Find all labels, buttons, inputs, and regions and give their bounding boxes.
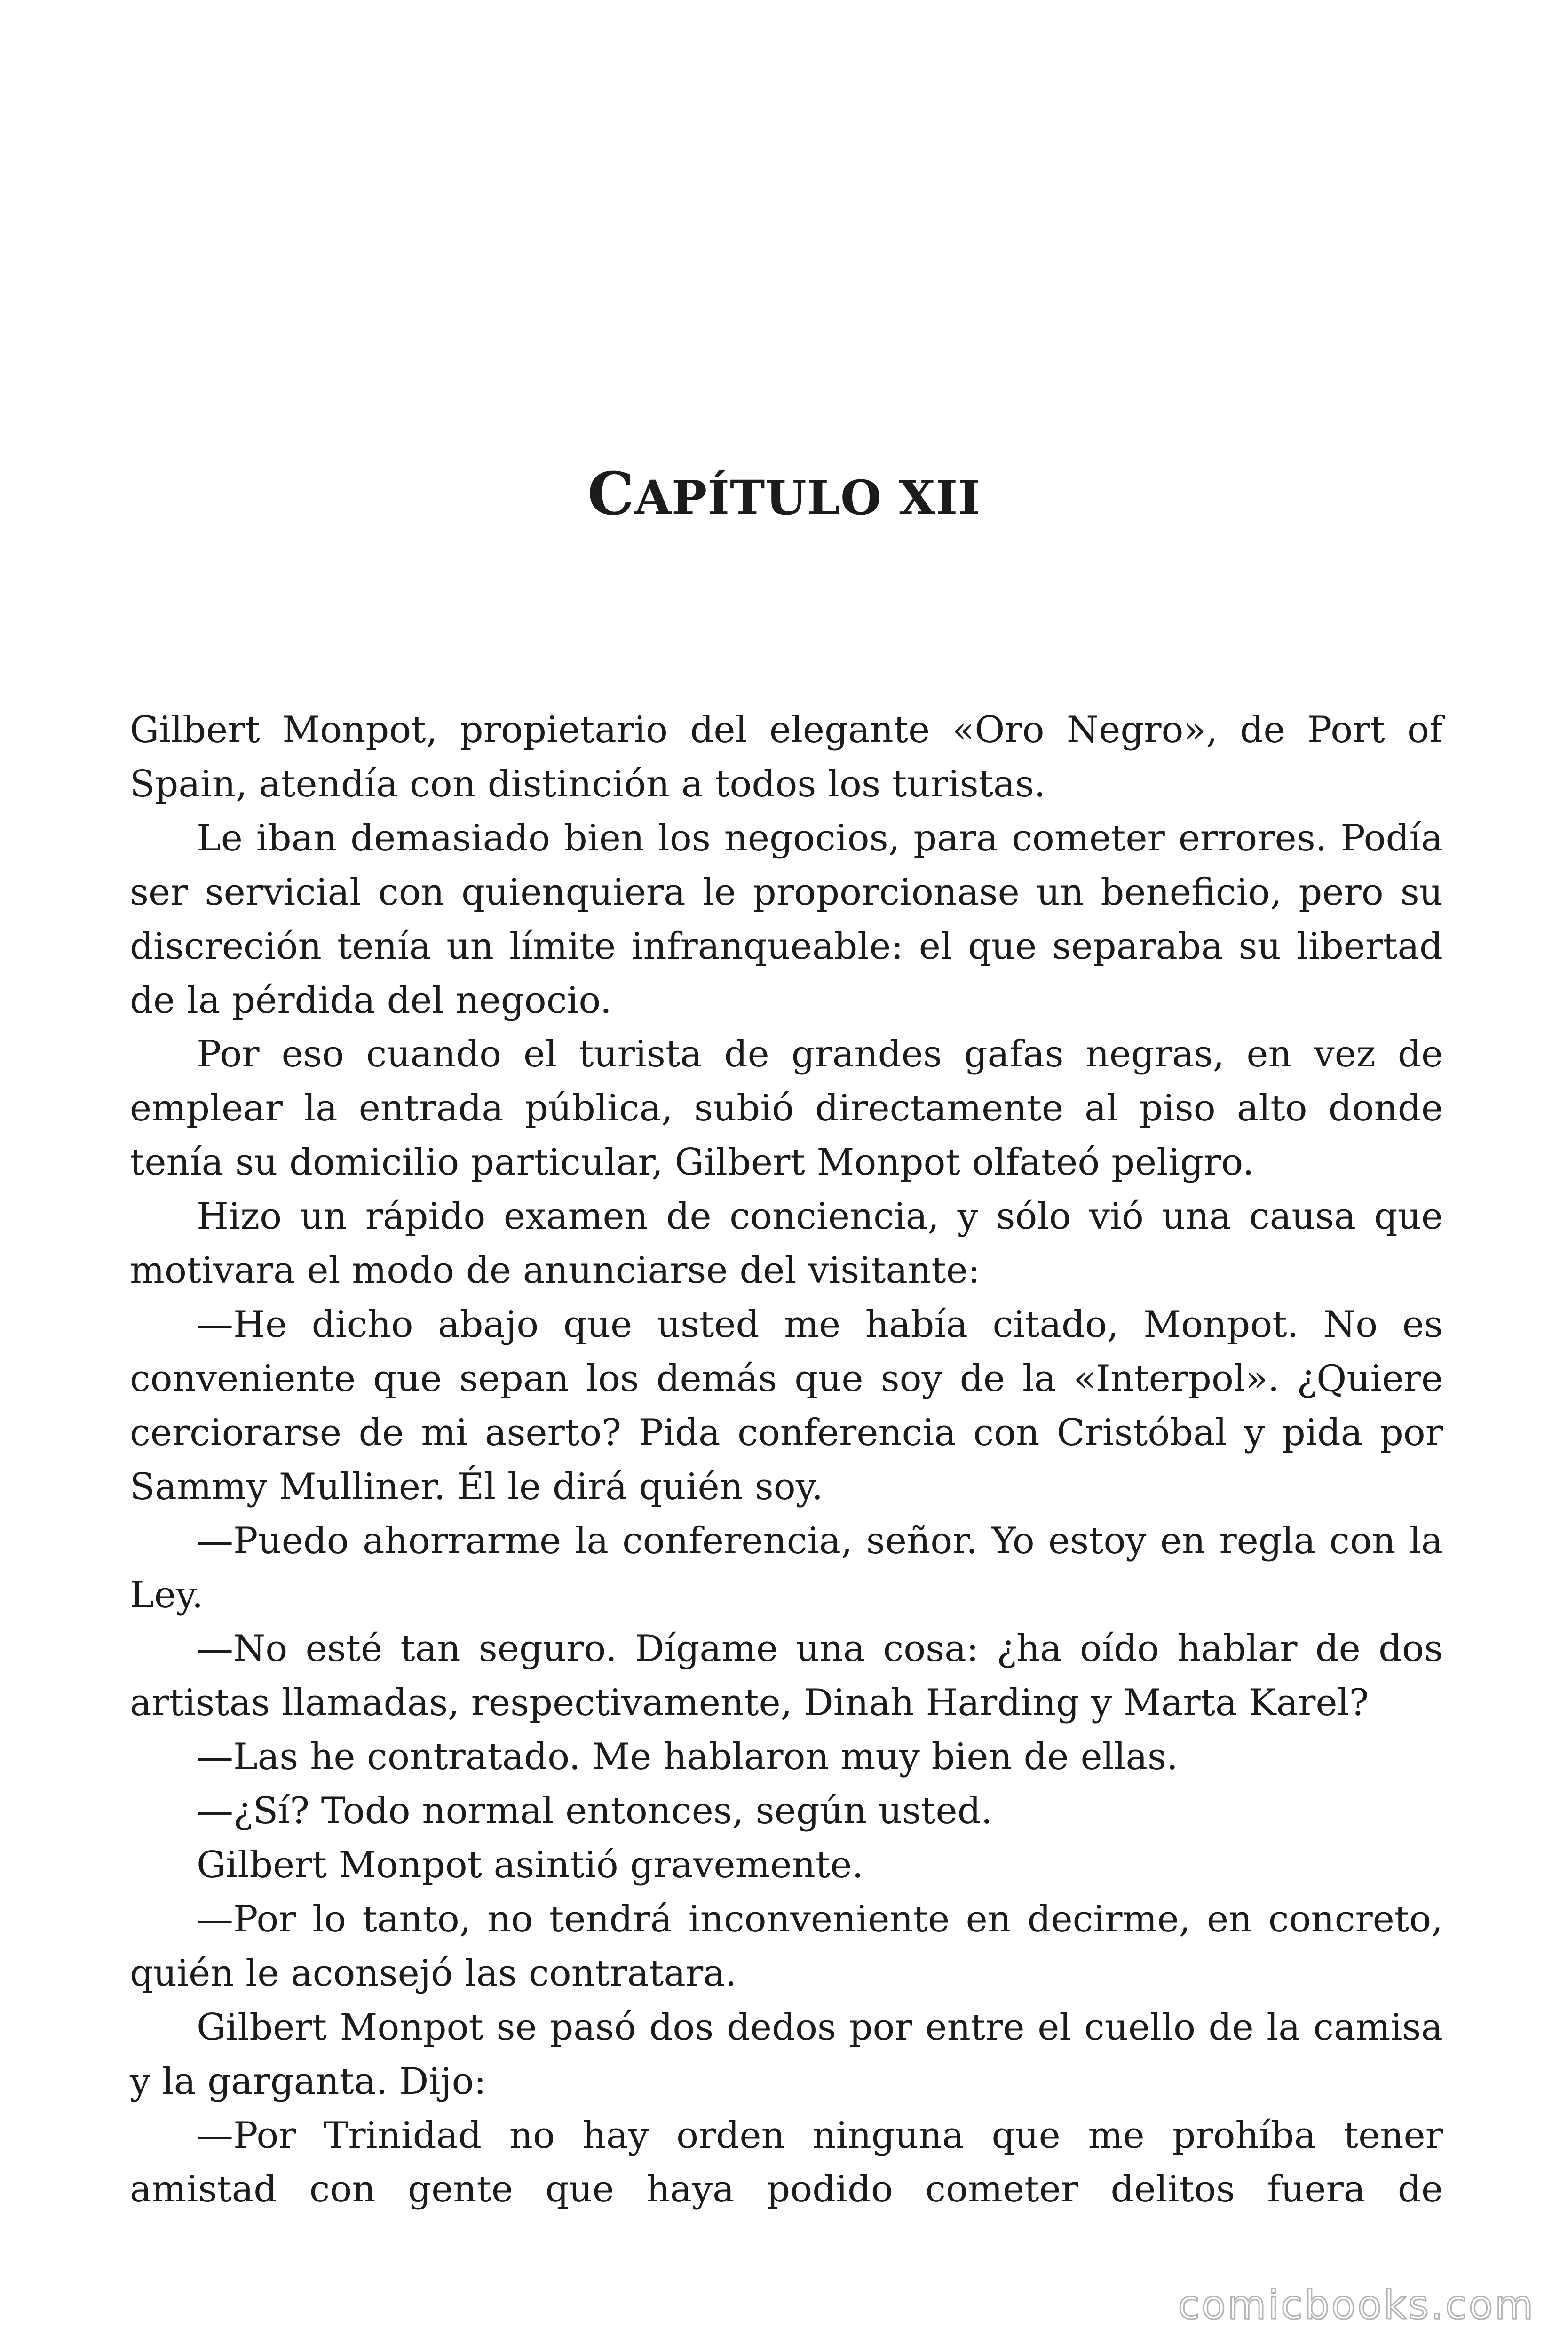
- chapter-title-initial: C: [587, 460, 635, 528]
- paragraph: —No esté tan seguro. Dígame una cosa: ¿ha oído hablar de dos artistas llamadas, respectivamente, Dinah Harding y Marta Karel?: [130, 1628, 1443, 1724]
- paragraph: —Por Trinidad no hay orden ninguna que me prohíba tener amistad con gente que haya podido cometer delitos fuera de: [130, 2114, 1443, 2211]
- paragraph: Por eso cuando el turista de grandes gafas negras, en vez de emplear la entrada pública, subió directamente al piso alto donde tenía su domicilio particular, Gilbert Monpot olfateó peligro.: [130, 1033, 1443, 1184]
- paragraph: —Puedo ahorrarme la conferencia, señor. Yo estoy en regla con la Ley.: [130, 1519, 1443, 1616]
- chapter-body: [130, 703, 1443, 2217]
- paragraph: Gilbert Monpot, propietario del elegante «Oro Negro», de Port of Spain, atendía con distinción a todos los turistas.: [130, 709, 1443, 805]
- paragraph: —He dicho abajo que usted me había citado, Monpot. No es conveniente que sepan los demás que soy de la «Interpol». ¿Quiere cerciorarse de mi aserto? Pida conferencia con Cristóbal y pida por Sammy Mulliner. Él le dirá quién soy.: [130, 1303, 1443, 1508]
- paragraph: —Las he contratado. Me hablaron muy bien de ellas.: [197, 1736, 1178, 1779]
- watermark: comicbooks.com: [1178, 2282, 1535, 2328]
- paragraph: —Por lo tanto, no tendrá inconveniente en decirme, en concreto, quién le aconsejó las contratara.: [130, 1898, 1443, 1994]
- chapter-title-rest: APÍTULO XII: [634, 470, 981, 525]
- paragraph: Le iban demasiado bien los negocios, para cometer errores. Podía ser servicial con quienquiera le proporcionase un beneficio, pero su discreción tenía un límite infranqueable: el que separaba su libertad de la pérdida del negocio.: [130, 817, 1443, 1022]
- paragraph: Gilbert Monpot se pasó dos dedos por entre el cuello de la camisa y la garganta. Dijo:: [130, 2006, 1443, 2103]
- paragraph: Hizo un rápido examen de conciencia, y sólo vió una causa que motivara el modo de anunciarse del visitante:: [130, 1195, 1443, 1292]
- chapter-title: [0, 459, 1568, 533]
- paragraph: Gilbert Monpot asintió gravemente.: [197, 1844, 864, 1887]
- paragraph: —¿Sí? Todo normal entonces, según usted.: [197, 1790, 993, 1833]
